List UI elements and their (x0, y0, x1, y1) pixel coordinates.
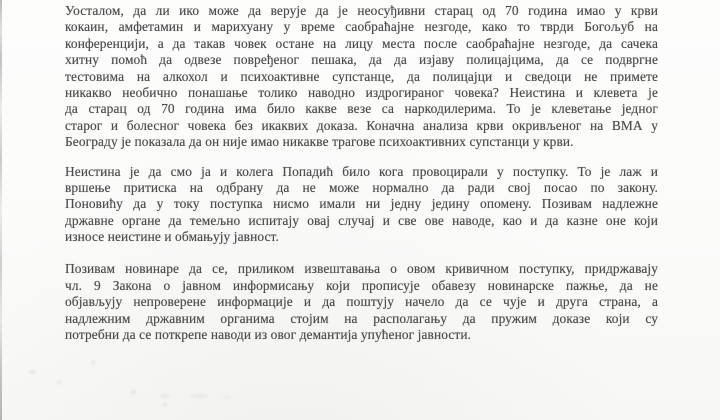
text-line: чл. 9 Закона о јавном информисању који прописује обавезу новинарске пажње, да не (65, 277, 658, 293)
scan-edge-artifact (0, 0, 2, 420)
text-line: потребни да се поткрепе наводи из овог демантија упућеног јавности. (65, 327, 472, 343)
scan-smudge (190, 394, 208, 398)
paragraph-3 (65, 261, 658, 343)
paragraph-2 (65, 164, 658, 246)
paragraph-1 (65, 3, 658, 151)
scan-smudge (131, 390, 136, 394)
text-line: кокаин, амфетамин и марихуану у време саобраћајне незгоде, како то тврди Богољуб на (65, 19, 658, 35)
scan-smudge (91, 361, 95, 364)
text-line: износе неистине и обмањују јавност. (65, 229, 279, 245)
scan-smudge (163, 403, 167, 406)
text-line: Поновићу да у току поступка нисмо имали ни једну једину опомену. Позивам надлежне (65, 196, 658, 212)
text-line: Уосталом, да ли ико може да верује да је неосуђивни старац од 70 година имао у крви (65, 3, 658, 18)
text-line: никакво необично понашање толико наводно издрогираног човека? Неистина и клевета је (65, 84, 658, 100)
text-line: објављују непроверене информације и да поштују начело да се чује и друга страна, а (65, 294, 658, 310)
text-line: хитну помоћ да одвезе повређеног пешака, да да изјаву полицајцима, да се подвргне (65, 52, 658, 68)
text-line: државне органе да темељно испитају овај случај и све ове наводе, као и да казне оне који (65, 212, 658, 228)
text-line: Неистина је да смо ја и колега Попадић било кога провоцирали у поступку. То је лаж и (65, 163, 658, 179)
text-line: Београду је показала да он није имао никакве трагове психоактивних супстанци у крви. (65, 134, 574, 150)
text-line: тестовима на алкохол и психоактивне супстанце, да полицајци и сведоци не примете (65, 68, 658, 84)
text-line: да старац од 70 година има било какве везе са наркодилерима. То је клеветање једног (65, 101, 658, 117)
text-line: вршење притиска на одбрану да не може нормално да ради свој посао по закону. (65, 179, 658, 195)
scan-smudge (57, 381, 62, 384)
scan-smudge (223, 396, 231, 399)
document-text-block (65, 3, 658, 343)
text-line: Позивам новинаре да се, приликом извештавања о овом кривичном поступку, придржавају (65, 261, 658, 277)
text-line: надлежним државним органима стојим на располагању да пружим доказе који су (65, 310, 658, 326)
text-line: конференцији, а да такав човек остане на лицу места после саобраћајне незгоде, да сачека (65, 35, 658, 51)
scan-smudge (29, 370, 36, 374)
scan-smudge (160, 394, 170, 398)
text-line: старог и болесног човека без икаквих доказа. Коначна анализа крви окривљеног на ВМА у (65, 117, 658, 133)
